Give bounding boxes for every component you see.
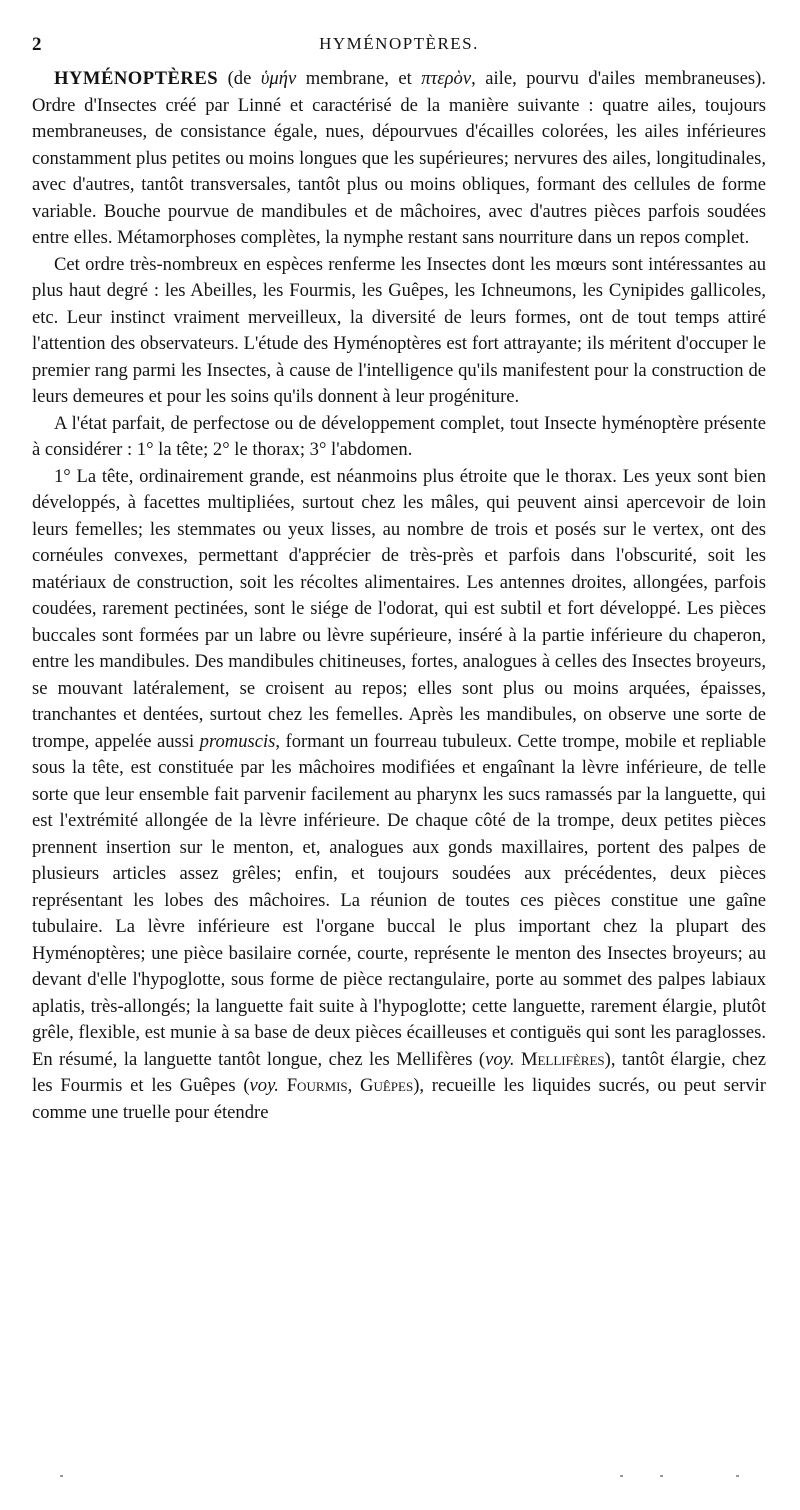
scan-speck <box>620 1475 623 1477</box>
text-run: ), tantôt élargie, chez les Fourmis et les Guêpes ( <box>32 1048 766 1096</box>
document-page <box>32 30 766 1126</box>
emphasized-term: promuscis <box>199 730 276 752</box>
cross-reference-target: Fourmis, Guêpes <box>278 1075 414 1096</box>
cross-reference-voy: voy. <box>249 1075 279 1096</box>
paragraph-overview: Cet ordre très-nombreux en espèces renferme les Insectes dont les mœurs sont intéressantes au plus haut degré : les Abeilles, les Fourmis, les Guêpes, les Ichneumons, les Cynipides gallicoles, etc. Leur instinct vraiment merveilleux, la diversité de leurs formes, ont de tout temps attiré l'attention des observateurs. L'étude des Hyménoptères est fort attrayante; ils méritent d'occuper le premier rang parmi les Insectes, à cause de l'intelligence qu'ils manifestent pour la construction de leurs demeures et pour les soins qu'ils donnent à leur progéniture. <box>32 253 766 407</box>
entry-headword: HYMÉNOPTÈRES <box>54 68 219 89</box>
paragraph-head-description <box>32 464 766 1127</box>
text-run: , aile, pourvu d'ailes membraneuses). Ordre d'Insectes créé par Linné et caractérisé de la manière suivante : quatre ailes, toujours membraneuses, de consistance égale, nues, dépourvues d'écailles colorées, les ailes inférieures constamment plus petites ou moins longues que les supérieures; nervures des ailes, longitudinales, avec d'autres, tantôt transversales, tantôt plus ou moins obliques, formant des cellules de forme variable. Bouche pourvue de mandibules et de mâchoires, avec d'autres pièces parfois soudées entre elles. Métamorphoses complètes, la nymphe restant sans nourriture dans un repos complet. <box>32 68 766 248</box>
scan-speck <box>736 1475 739 1477</box>
text-run: , formant un fourreau tubuleux. Cette trompe, mobile et repliable sous la tête, est constituée par les mâchoires modifiées et engaînant la lèvre inférieure, de telle sorte que leur ensemble fait parvenir facilement au pharynx les sucs ramassés par la languette, qui est l'extrémité allongée de la lèvre inférieure. De chaque côté de la trompe, deux petites pièces prennent insertion sur le menton, et, analogues aux gonds maxillaires, portent des palpes de plusieurs articles assez grêles; enfin, et toujours soudées aux précédentes, deux pièces représentant les lobes des mâchoires. La réunion de toutes ces pièces constitue une gaîne tubulaire. La lèvre inférieure est l'organe buccal le plus important chez la plupart des Hyménoptères; une pièce basilaire cornée, courte, représente le menton des Insectes broyeurs; au devant d'elle l'hypoglotte, sous forme de pièce rectangulaire, porte au sommet des palpes labiaux aplatis, très-allongés; la languette fait suite à l'hypoglotte; cette languette, rarement élargie, plutôt grêle, flexible, est munie à sa base de deux pièces écailleuses et contiguës qui sont les paraglosses. En résumé, la languette tantôt longue, chez les Mellifères ( <box>32 730 766 1070</box>
greek-word: πτερὸν <box>421 68 472 89</box>
article-body <box>32 66 766 1126</box>
text-run: membrane, et <box>296 68 422 89</box>
running-header <box>32 30 766 58</box>
text-run: (de <box>218 68 261 89</box>
paragraph-body-parts: A l'état parfait, de perfectose ou de développement complet, tout Insecte hyménoptère présente à considérer : 1° la tête; 2° le thorax; 3° l'abdomen. <box>32 412 766 460</box>
greek-word: ὑμήν <box>260 68 297 89</box>
scan-speck <box>60 1475 63 1477</box>
text-run: ), recueille les liquides sucrés, ou peut servir comme une truelle pour étendre <box>32 1075 766 1123</box>
page-number: 2 <box>32 34 43 55</box>
scan-specks <box>60 1475 740 1479</box>
text-run: 1° La tête, ordinairement grande, est néanmoins plus étroite que le thorax. Les yeux sont bien développés, à facettes multipliées, surtout chez les mâles, qui peuvent ainsi apercevoir de loin leurs femelles; les stemmates ou yeux lisses, au nombre de trois et posés sur le vertex, ont des cornéules convexes, permettant d'apprécier de très-près et parfois dans l'obscurité, soit les matériaux de construction, soit les récoltes alimentaires. Les antennes droites, allongées, parfois coudées, rarement pectinées, sont le siége de l'odorat, qui est subtil et fort développé. Les pièces buccales sont formées par un labre ou lèvre supérieure, inséré à la partie inférieure du chaperon, entre les mandibules. Des mandibules chitineuses, fortes, analogues à celles des Insectes broyeurs, se mouvant latéralement, se croisent au repos; elles sont plus ou moins arquées, épaisses, tranchantes et dentées, surtout chez les femelles. Après les mandibules, on observe une sorte de trompe, appelée aussi <box>32 465 766 752</box>
paragraph-definition <box>32 66 766 252</box>
scan-speck <box>660 1475 663 1477</box>
cross-reference-voy: voy. <box>485 1048 515 1070</box>
running-title: HYMÉNOPTÈRES. <box>319 34 479 53</box>
cross-reference-target: Mellifères <box>514 1048 605 1070</box>
